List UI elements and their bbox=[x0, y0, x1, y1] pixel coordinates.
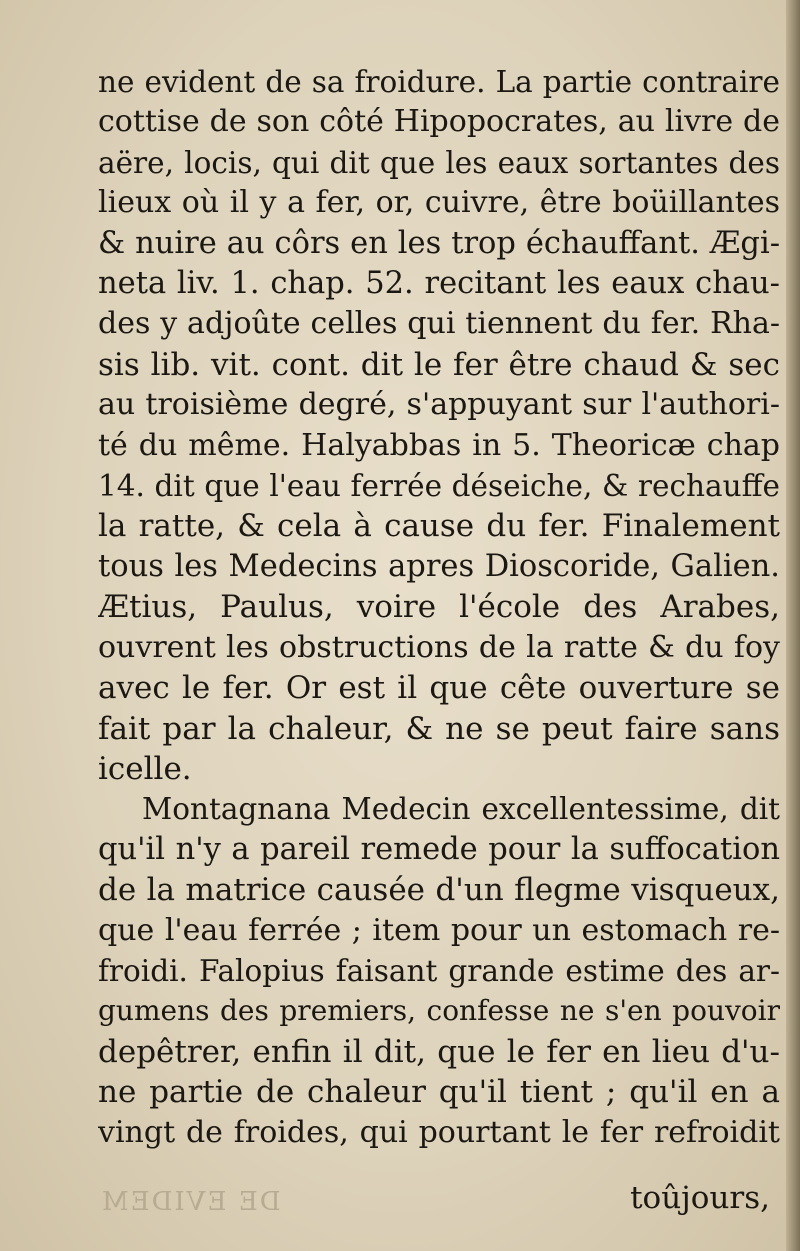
text-line: Montagnana Medecin excellentessime, dit bbox=[142, 792, 780, 827]
text-line: icelle. bbox=[98, 750, 192, 787]
text-line: qu'il n'y a pareil remede pour la suffocation bbox=[98, 831, 780, 867]
text-line: la ratte, & cela à cause du fer. Finalement bbox=[98, 508, 780, 545]
page-edge bbox=[786, 0, 800, 1251]
text-line: de la matrice causée d'un flegme visqueux, bbox=[98, 872, 780, 909]
text-line: gumens des premiers, confesse ne s'en pouvoir bbox=[98, 994, 780, 1028]
text-line: lieux où il y a fer, or, cuivre, être boüillantes bbox=[98, 185, 780, 221]
text-line: depêtrer, enfin il dit, que le fer en lieu d'u- bbox=[98, 1033, 780, 1070]
text-line: 14. dit que l'eau ferrée déseiche, & rechauffe bbox=[98, 469, 780, 504]
text-line: avec le fer. Or est il que cête ouverture se bbox=[98, 670, 780, 707]
catchword: toûjours, bbox=[630, 1180, 770, 1216]
text-line: té du même. Halyabbas in 5. Theoricæ chap bbox=[98, 427, 780, 463]
text-line: & nuire au côrs en les trop échauffant. Ægi- bbox=[98, 225, 780, 261]
body-text bbox=[98, 62, 780, 1153]
text-line: aëre, locis, qui dit que les eaux sortantes des bbox=[98, 145, 780, 180]
bleed-through-text: DE EVIDEM bbox=[100, 1187, 281, 1217]
text-line: fait par la chaleur, & ne se peut faire sans bbox=[98, 710, 780, 747]
text-line: au troisième degré, s'appuyant sur l'authori- bbox=[98, 387, 780, 423]
text-line: ouvrent les obstructions de la ratte & du foy bbox=[98, 629, 780, 665]
text-line: Ætius, Paulus, voire l'école des Arabes, bbox=[98, 589, 780, 626]
text-line: ne evident de sa froidure. La partie contraire bbox=[98, 65, 780, 99]
text-line: vingt de froides, qui pourtant le fer refroidit bbox=[98, 1114, 780, 1150]
text-line: cottise de son côté Hipopocrates, au livre de bbox=[98, 104, 780, 140]
text-line: que l'eau ferrée ; item pour un estomach re- bbox=[98, 912, 780, 948]
text-line: ne partie de chaleur qu'il tient ; qu'il en a bbox=[98, 1074, 780, 1111]
text-line: tous les Medecins apres Dioscoride, Galien. bbox=[98, 548, 780, 584]
text-line: neta liv. 1. chap. 52. recitant les eaux chau- bbox=[98, 266, 780, 302]
text-line: froidi. Falopius faisant grande estime des ar- bbox=[98, 953, 780, 988]
text-line: des y adjoûte celles qui tiennent du fer. Rha- bbox=[98, 306, 780, 342]
text-line: sis lib. vit. cont. dit le fer être chaud & sec bbox=[98, 346, 780, 383]
